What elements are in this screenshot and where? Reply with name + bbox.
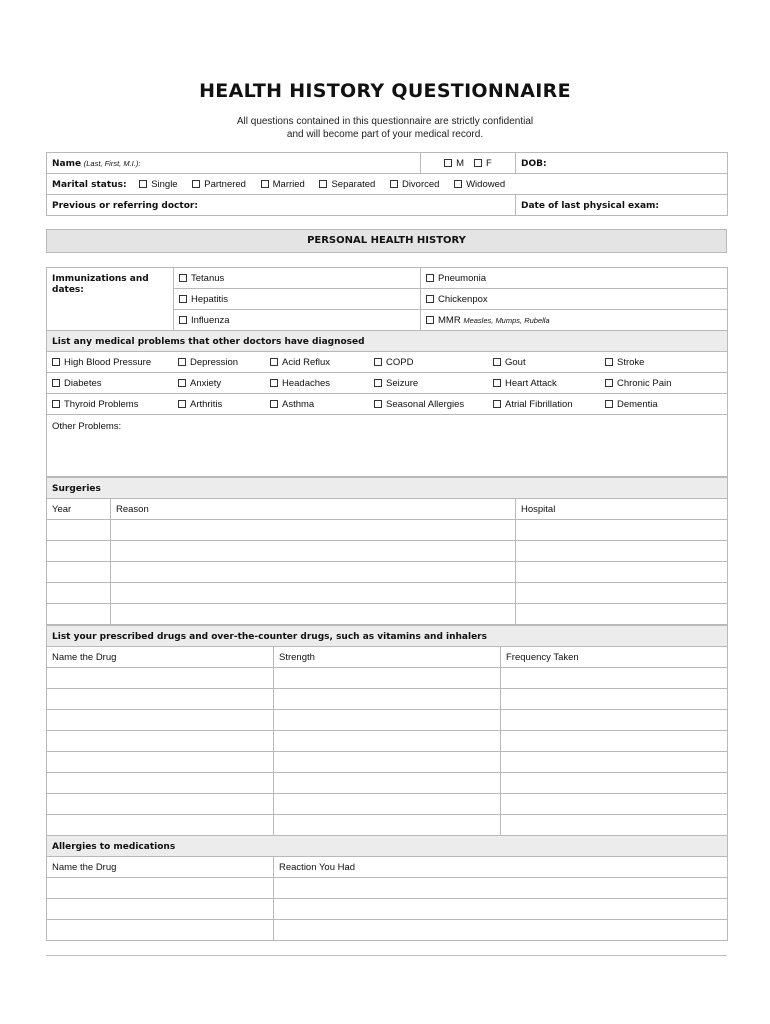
- table-cell[interactable]: [47, 562, 111, 583]
- dob-field[interactable]: [516, 153, 728, 174]
- checkbox-icon[interactable]: [261, 180, 269, 188]
- table-row: [47, 583, 728, 604]
- checkbox-icon[interactable]: [426, 274, 434, 282]
- table-row: [47, 668, 728, 689]
- marital-status-field: [47, 174, 728, 195]
- checkbox-icon[interactable]: [139, 180, 147, 188]
- table-cell[interactable]: [501, 815, 728, 836]
- checkbox-icon[interactable]: [178, 379, 186, 387]
- problem-label: Asthma: [282, 399, 315, 410]
- table-row: [47, 878, 728, 899]
- problem-label: Thyroid Problems: [64, 399, 139, 410]
- checkbox-icon[interactable]: [192, 180, 200, 188]
- table-cell[interactable]: [516, 541, 728, 562]
- mmr-note: Measles, Mumps, Rubella: [463, 315, 550, 325]
- table-cell[interactable]: [516, 562, 728, 583]
- name-label: Name: [52, 158, 82, 169]
- immunization-tetanus[interactable]: [174, 268, 421, 289]
- table-cell[interactable]: [47, 794, 274, 815]
- problem-option[interactable]: [52, 352, 151, 373]
- problem-option[interactable]: [605, 373, 671, 394]
- checkbox-icon[interactable]: [179, 295, 187, 303]
- table-cell[interactable]: [274, 773, 501, 794]
- checkbox-icon[interactable]: [390, 180, 398, 188]
- column-header: Strength: [274, 647, 501, 668]
- problem-label: Seizure: [386, 378, 419, 389]
- table-cell[interactable]: [501, 710, 728, 731]
- table-cell[interactable]: [111, 604, 516, 625]
- problem-option[interactable]: [270, 394, 314, 415]
- problem-option[interactable]: [374, 352, 413, 373]
- table-cell[interactable]: [47, 604, 111, 625]
- table-row: [47, 710, 728, 731]
- column-header: Name the Drug: [47, 647, 274, 668]
- patient-info-table: [46, 152, 728, 216]
- sex-m-option[interactable]: [444, 158, 464, 169]
- checkbox-icon[interactable]: [374, 358, 382, 366]
- table-cell[interactable]: [501, 773, 728, 794]
- checkbox-icon[interactable]: [605, 358, 613, 366]
- marital-option-label: Single: [151, 178, 178, 190]
- table-cell[interactable]: [501, 731, 728, 752]
- confidentiality-note-line-2: and will become part of your medical record.: [286, 129, 484, 140]
- table-row: [47, 752, 728, 773]
- personal-history-table: [46, 267, 728, 477]
- table-cell[interactable]: [47, 815, 274, 836]
- table-cell[interactable]: [47, 668, 274, 689]
- table-cell[interactable]: [516, 604, 728, 625]
- problem-option[interactable]: [270, 352, 330, 373]
- checkbox-icon[interactable]: [474, 159, 482, 167]
- immunization-chickenpox[interactable]: [421, 289, 728, 310]
- column-header: Name the Drug: [47, 857, 274, 878]
- problem-label: High Blood Pressure: [64, 357, 152, 368]
- sex-field: [421, 153, 516, 174]
- sex-m-label: M: [456, 157, 465, 169]
- allergies-table: [46, 835, 728, 941]
- table-row: [47, 794, 728, 815]
- table-cell[interactable]: [111, 562, 516, 583]
- problems-row-2: [47, 373, 728, 394]
- problem-label: Chronic Pain: [617, 378, 672, 389]
- immunization-label: Chickenpox: [438, 293, 488, 305]
- checkbox-icon[interactable]: [179, 316, 187, 324]
- immunizations-label-cell: [47, 268, 174, 331]
- problem-label: Depression: [190, 357, 239, 368]
- problem-label: Heart Attack: [505, 378, 557, 389]
- table-row: [47, 604, 728, 625]
- medical-problems-label: List any medical problems that other doctors have diagnosed: [52, 336, 365, 347]
- table-cell[interactable]: [47, 710, 274, 731]
- problem-option[interactable]: [374, 373, 418, 394]
- immunization-influenza[interactable]: [174, 310, 421, 331]
- problem-label: Stroke: [617, 357, 645, 368]
- checkbox-icon[interactable]: [52, 400, 60, 408]
- name-hint: (Last, First, M.I.):: [83, 158, 141, 168]
- problem-option[interactable]: [178, 373, 221, 394]
- table-cell[interactable]: [274, 689, 501, 710]
- checkbox-icon[interactable]: [454, 180, 462, 188]
- table-row: [47, 899, 728, 920]
- problems-row-3: [47, 394, 728, 415]
- marital-option-label: Separated: [331, 178, 376, 190]
- column-header: Hospital: [516, 499, 728, 520]
- problem-label: Headaches: [282, 378, 331, 389]
- immunization-label: Tetanus: [191, 272, 225, 284]
- table-cell[interactable]: [274, 668, 501, 689]
- problem-label: Seasonal Allergies: [386, 399, 465, 410]
- column-header: Year: [47, 499, 111, 520]
- problem-option[interactable]: [493, 394, 573, 415]
- column-header: Reason: [111, 499, 516, 520]
- other-problems-label: Other Problems:: [52, 421, 122, 432]
- table-cell[interactable]: [501, 794, 728, 815]
- sex-f-label: F: [486, 157, 492, 169]
- name-field[interactable]: [47, 153, 421, 174]
- surgeries-header: [47, 478, 728, 499]
- table-cell[interactable]: [47, 731, 274, 752]
- problem-label: Atrial Fibrillation: [505, 399, 573, 410]
- table-cell[interactable]: [47, 752, 274, 773]
- dob-label: DOB:: [521, 158, 547, 169]
- checkbox-icon[interactable]: [374, 379, 382, 387]
- last-exam-field[interactable]: [516, 195, 728, 216]
- problem-label: Anxiety: [190, 378, 222, 389]
- surgeries-table: [46, 477, 728, 625]
- table-row: [47, 815, 728, 836]
- page-title: HEALTH HISTORY QUESTIONNAIRE: [199, 80, 571, 102]
- table-cell[interactable]: [501, 668, 728, 689]
- referring-doctor-field[interactable]: [47, 195, 516, 216]
- surgeries-label: Surgeries: [52, 483, 101, 494]
- table-row: [47, 731, 728, 752]
- table-cell[interactable]: [274, 920, 728, 941]
- table-cell[interactable]: [516, 520, 728, 541]
- checkbox-icon[interactable]: [426, 295, 434, 303]
- checkbox-icon[interactable]: [444, 159, 452, 167]
- immunization-pneumonia[interactable]: [421, 268, 728, 289]
- table-cell[interactable]: [47, 920, 274, 941]
- table-cell[interactable]: [47, 520, 111, 541]
- problem-option[interactable]: [374, 394, 464, 415]
- marital-option-partnered[interactable]: [192, 179, 246, 190]
- problem-option[interactable]: [178, 394, 222, 415]
- table-cell[interactable]: [274, 731, 501, 752]
- table-cell[interactable]: [47, 773, 274, 794]
- table-cell[interactable]: [274, 710, 501, 731]
- table-cell[interactable]: [501, 752, 728, 773]
- table-cell[interactable]: [47, 541, 111, 562]
- problem-label: Dementia: [617, 399, 658, 410]
- checkbox-icon[interactable]: [493, 358, 501, 366]
- table-cell[interactable]: [111, 583, 516, 604]
- drugs-table: [46, 625, 728, 836]
- checkbox-icon[interactable]: [178, 358, 186, 366]
- checkbox-icon[interactable]: [52, 358, 60, 366]
- referring-doctor-label: Previous or referring doctor:: [52, 200, 198, 211]
- marital-option-divorced[interactable]: [390, 179, 440, 190]
- table-cell[interactable]: [47, 583, 111, 604]
- problem-option[interactable]: [493, 352, 526, 373]
- immunization-hepatitis[interactable]: [174, 289, 421, 310]
- checkbox-icon[interactable]: [374, 400, 382, 408]
- immunization-label: Influenza: [191, 314, 230, 326]
- table-row: [47, 689, 728, 710]
- table-row: [47, 920, 728, 941]
- table-row: [47, 773, 728, 794]
- marital-status-label: Marital status:: [52, 179, 127, 190]
- marital-option-label: Married: [272, 178, 305, 190]
- problem-label: Gout: [505, 357, 526, 368]
- immunization-mmr[interactable]: [421, 310, 728, 331]
- checkbox-icon[interactable]: [605, 400, 613, 408]
- immunizations-label: Immunizations and dates:: [52, 274, 149, 295]
- checkbox-icon[interactable]: [493, 400, 501, 408]
- drugs-label: List your prescribed drugs and over-the-counter drugs, such as vitamins and inhalers: [52, 631, 487, 642]
- problem-option[interactable]: [52, 394, 138, 415]
- marital-option-separated[interactable]: [319, 179, 375, 190]
- checkbox-icon[interactable]: [270, 400, 278, 408]
- checkbox-icon[interactable]: [493, 379, 501, 387]
- personal-health-history-banner: PERSONAL HEALTH HISTORY: [46, 229, 727, 253]
- immunization-label: Hepatitis: [191, 293, 228, 305]
- checkbox-icon[interactable]: [605, 379, 613, 387]
- allergies-label: Allergies to medications: [52, 841, 176, 852]
- table-cell[interactable]: [111, 541, 516, 562]
- problem-option[interactable]: [178, 352, 238, 373]
- other-problems-field[interactable]: [47, 415, 728, 477]
- table-cell[interactable]: [274, 878, 728, 899]
- marital-option-label: Partnered: [204, 178, 246, 190]
- problems-row-1: [47, 352, 728, 373]
- table-cell[interactable]: [501, 689, 728, 710]
- checkbox-icon[interactable]: [178, 400, 186, 408]
- checkbox-icon[interactable]: [319, 180, 327, 188]
- marital-option-widowed[interactable]: [454, 179, 505, 190]
- table-row: [47, 541, 728, 562]
- problem-label: Acid Reflux: [282, 357, 331, 368]
- drugs-header: [47, 626, 728, 647]
- table-row: [47, 562, 728, 583]
- checkbox-icon[interactable]: [179, 274, 187, 282]
- table-row: [47, 520, 728, 541]
- allergies-header: [47, 836, 728, 857]
- problem-label: Arthritis: [190, 399, 223, 410]
- checkbox-icon[interactable]: [270, 358, 278, 366]
- checkbox-icon[interactable]: [270, 379, 278, 387]
- column-header: Frequency Taken: [501, 647, 728, 668]
- footer-divider: [46, 955, 727, 956]
- last-exam-label: Date of last physical exam:: [521, 200, 660, 211]
- table-cell[interactable]: [47, 689, 274, 710]
- immunization-label: Pneumonia: [438, 272, 487, 284]
- medical-problems-header: [47, 331, 728, 352]
- problem-option[interactable]: [493, 373, 557, 394]
- table-cell[interactable]: [274, 899, 728, 920]
- problem-option[interactable]: [270, 373, 330, 394]
- marital-option-label: Divorced: [401, 178, 440, 190]
- marital-option-single[interactable]: [139, 179, 177, 190]
- problem-option[interactable]: [605, 352, 644, 373]
- checkbox-icon[interactable]: [52, 379, 60, 387]
- problem-option[interactable]: [605, 394, 658, 415]
- confidentiality-note-line-1: All questions contained in this questionnaire are strictly confidential: [236, 116, 534, 127]
- table-cell[interactable]: [274, 752, 501, 773]
- column-header: Reaction You Had: [274, 857, 728, 878]
- table-cell[interactable]: [274, 794, 501, 815]
- marital-option-label: Widowed: [466, 178, 506, 190]
- table-cell[interactable]: [516, 583, 728, 604]
- problem-label: COPD: [386, 357, 414, 368]
- problem-option[interactable]: [52, 373, 102, 394]
- marital-option-married[interactable]: [261, 179, 305, 190]
- immunization-label: MMR: [438, 314, 461, 326]
- problem-label: Diabetes: [64, 378, 102, 389]
- checkbox-icon[interactable]: [426, 316, 434, 324]
- confidentiality-note: [0, 115, 770, 141]
- sex-f-option[interactable]: [474, 158, 492, 169]
- table-cell[interactable]: [274, 815, 501, 836]
- table-cell[interactable]: [111, 520, 516, 541]
- table-cell[interactable]: [47, 878, 274, 899]
- table-cell[interactable]: [47, 899, 274, 920]
